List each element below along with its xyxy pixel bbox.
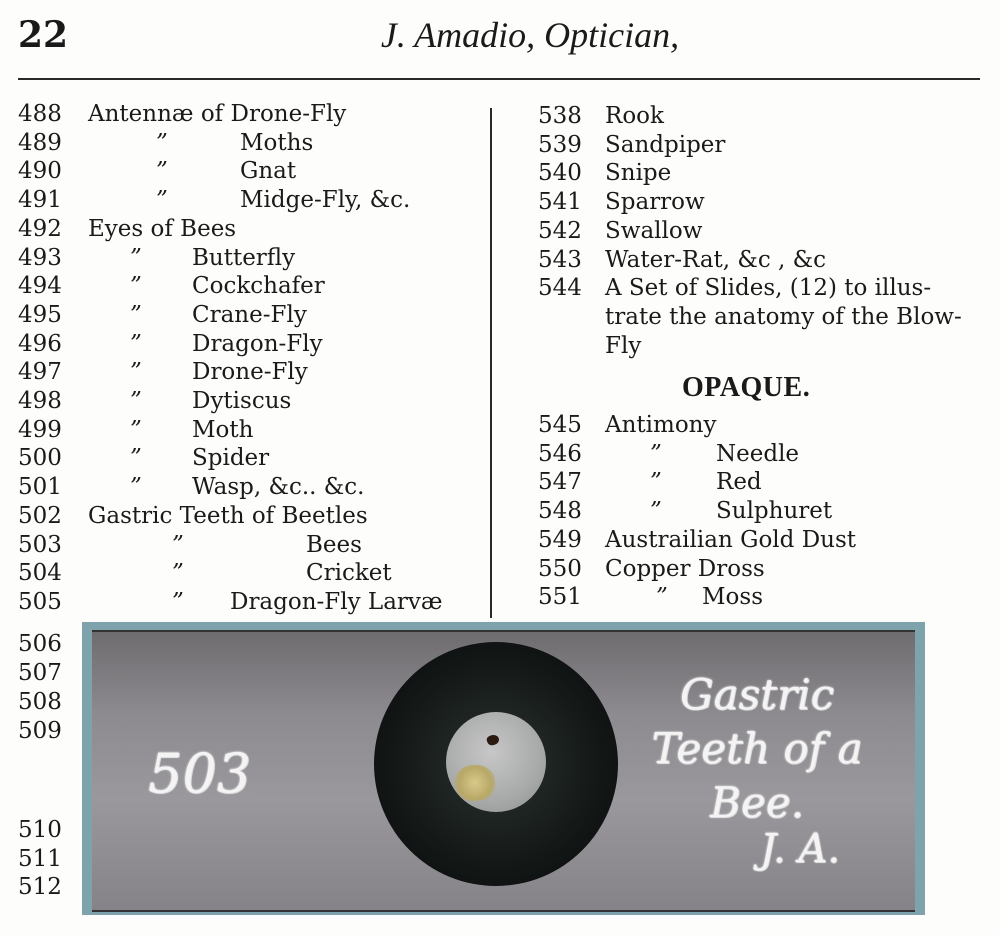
catalogue-entry [18, 330, 488, 359]
ditto-mark: ” [650, 440, 662, 467]
entry-number: 491 [18, 187, 62, 214]
entry-number: 506 [18, 631, 62, 657]
entry-text: Water-Rat, &c , &c [605, 246, 827, 273]
entry-text: trate the anatomy of the Blow- [605, 303, 962, 330]
entry-text: Red [716, 469, 762, 496]
catalogue-entry [18, 301, 488, 330]
slide-label-line-2: Teeth of a [651, 724, 863, 773]
catalogue-entry [538, 583, 1000, 612]
catalogue-entry [18, 531, 488, 560]
catalogue-entry [18, 444, 488, 473]
catalogue-entry [538, 131, 1000, 160]
entry-text: Swallow [605, 217, 703, 244]
entry-text: Gnat [240, 158, 297, 185]
ditto-mark: ” [130, 388, 142, 414]
entry-text: Dragon-Fly [192, 330, 323, 357]
catalogue-entry [538, 188, 1000, 217]
ditto-mark: ” [656, 584, 668, 611]
page-number: 22 [18, 14, 69, 56]
entry-number: 551 [538, 584, 582, 611]
entry-number: 509 [18, 718, 62, 744]
entry-number: 498 [18, 388, 62, 414]
catalogue-entry [18, 157, 488, 186]
catalogue-entry [18, 272, 488, 301]
entry-number: 542 [538, 217, 582, 244]
entry-number: 511 [18, 846, 62, 872]
ditto-mark: ” [156, 129, 168, 156]
catalogue-entry [538, 332, 1000, 361]
ditto-mark: ” [130, 474, 142, 501]
entry-number: 538 [538, 103, 582, 129]
entry-text: Butterfly [192, 244, 296, 271]
specimen-residue [455, 765, 495, 801]
slide-engraved-signature: J. A. [760, 826, 840, 872]
entry-number: 505 [18, 588, 62, 615]
header-rule [18, 78, 980, 80]
entry-text: Cockchafer [192, 273, 325, 300]
catalogue-entry [538, 217, 1000, 246]
catalogue-entry [18, 387, 488, 416]
entry-text: Rook [605, 103, 664, 129]
section-heading-opaque: OPAQUE. [682, 372, 811, 403]
catalogue-entry [538, 468, 1000, 497]
entry-text: Spider [192, 445, 270, 472]
entry-number: 550 [538, 555, 582, 582]
entry-text: Drone-Fly [192, 359, 308, 386]
ditto-mark: ” [156, 158, 168, 185]
catalogue-entry [18, 100, 488, 129]
ditto-mark: ” [172, 560, 184, 587]
entry-number: 494 [18, 273, 62, 300]
slide-label-line-3: Bee. [710, 778, 804, 827]
catalogue-entry [538, 440, 1000, 469]
ditto-mark: ” [156, 187, 168, 214]
entry-text: Moths [240, 129, 314, 156]
ditto-mark: ” [130, 359, 142, 386]
entry-text: Sparrow [605, 189, 705, 216]
entry-text: Wasp, &c.. &c. [192, 474, 365, 501]
entry-number: 502 [18, 502, 62, 529]
ditto-mark: ” [130, 330, 142, 357]
entry-text: Moss [702, 584, 764, 611]
entry-text: A Set of Slides, (12) to illus- [605, 275, 932, 302]
entry-number: 501 [18, 474, 62, 501]
entry-number: 496 [18, 330, 62, 357]
entry-number: 540 [538, 160, 582, 187]
entry-text: Dytiscus [192, 388, 292, 414]
entry-number: 544 [538, 275, 582, 302]
catalogue-entry [18, 559, 488, 588]
ditto-mark: ” [130, 445, 142, 472]
entry-number: 488 [18, 101, 62, 127]
catalogue-entry [18, 215, 488, 244]
entry-number: 489 [18, 129, 62, 156]
catalogue-entry [18, 473, 488, 502]
catalogue-entry [18, 244, 488, 273]
catalogue-entry [538, 274, 1000, 303]
entry-text: Eyes of Bees [88, 215, 237, 242]
entry-number: 492 [18, 215, 62, 242]
catalogue-entry [18, 416, 488, 445]
catalogue-entry [18, 588, 488, 617]
column-divider [490, 108, 492, 618]
catalogue-entry [18, 129, 488, 158]
slide-engraved-label [622, 668, 892, 830]
entry-text: Dragon-Fly Larvæ [230, 588, 443, 615]
entry-text: Crane-Fly [192, 301, 307, 328]
entry-number: 490 [18, 158, 62, 185]
entry-number: 497 [18, 359, 62, 386]
entry-number: 539 [538, 131, 582, 158]
entry-number: 545 [538, 412, 582, 438]
entry-number: 504 [18, 560, 62, 587]
entry-text: Antimony [605, 412, 717, 438]
entry-text: Antennæ of Drone-Fly [88, 101, 347, 127]
entry-text: Moth [192, 416, 254, 443]
slide-engraved-number: 503 [148, 742, 252, 805]
ditto-mark: ” [130, 244, 142, 271]
entry-number: 500 [18, 445, 62, 472]
entry-text: Bees [306, 531, 362, 558]
entry-number: 543 [538, 246, 582, 273]
ditto-mark: ” [130, 273, 142, 300]
entry-text: Fly [605, 332, 642, 359]
ditto-mark: ” [172, 531, 184, 558]
ditto-mark: ” [130, 301, 142, 328]
catalogue-entry [538, 303, 1000, 332]
entry-text: Needle [716, 440, 800, 467]
catalogue-entry [538, 497, 1000, 526]
entry-number: 507 [18, 660, 62, 686]
running-head: J. Amadio, Optician, [380, 15, 680, 55]
entry-number: 499 [18, 416, 62, 443]
catalogue-entry [538, 102, 1000, 131]
ditto-mark: ” [650, 469, 662, 496]
entry-text: Sandpiper [605, 131, 726, 158]
entry-number: 503 [18, 531, 62, 558]
entry-text: Gastric Teeth of Beetles [88, 502, 368, 529]
catalogue-entry [538, 246, 1000, 275]
catalogue-entry [18, 186, 488, 215]
catalogue-entry [18, 502, 488, 531]
catalogue-entry [538, 159, 1000, 188]
catalogue-entry [18, 358, 488, 387]
entry-number: 547 [538, 469, 582, 496]
entry-number: 510 [18, 817, 62, 843]
entry-text: Sulphuret [716, 498, 833, 525]
entry-text: Snipe [605, 160, 672, 187]
catalogue-entry [538, 411, 1000, 440]
entry-text: Cricket [306, 560, 392, 587]
entry-number: 546 [538, 440, 582, 467]
entry-number: 548 [538, 498, 582, 525]
catalogue-entry [538, 555, 1000, 584]
entry-number: 541 [538, 189, 582, 216]
entry-text: Copper Dross [605, 555, 765, 582]
entry-number: 493 [18, 244, 62, 271]
entry-text: Midge-Fly, &c. [240, 187, 411, 214]
entry-text: Austrailian Gold Dust [605, 526, 856, 553]
slide-label-line-1: Gastric [679, 670, 835, 719]
entry-number: 508 [18, 689, 62, 715]
ditto-mark: ” [130, 416, 142, 443]
entry-number: 495 [18, 301, 62, 328]
ditto-mark: ” [172, 588, 184, 615]
catalogue-entry [538, 526, 1000, 555]
ditto-mark: ” [650, 498, 662, 525]
entry-number: 549 [538, 526, 582, 553]
entry-number: 512 [18, 874, 62, 900]
